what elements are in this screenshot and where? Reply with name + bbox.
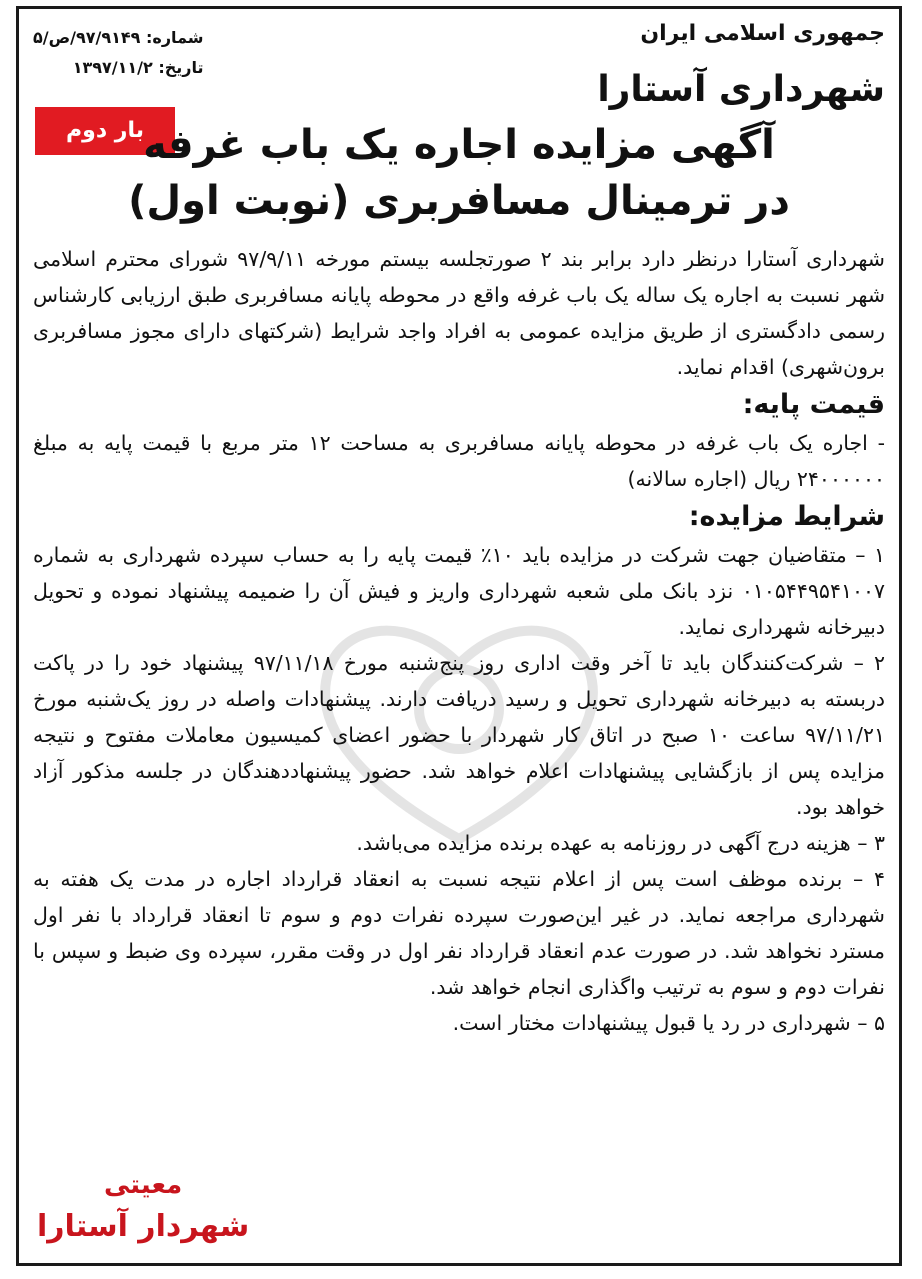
second-publication-badge: بار دوم <box>35 107 175 155</box>
conditions-heading: شرایط مزایده: <box>688 501 885 532</box>
base-price-text: - اجاره یک باب غرفه در محوطه پایانه مسافربری به مساحت ۱۲ متر مربع با قیمت پایه به مبلغ ۲۴۰۰۰۰۰۰ ریال (اجاره سالانه) <box>33 431 885 491</box>
reference-number <box>33 23 204 53</box>
base-price-heading: قیمت پایه: <box>742 389 885 420</box>
intro-paragraph: شهرداری آستارا درنظر دارد برابر بند ۲ صورتجلسه بیستم مورخه ۹۷/۹/۱۱ شورای محترم اسلامی شهر نسبت به اجاره یک ساله یک باب غرفه واقع در محوطه پایانه مسافربری طبق ارزیابی کارشناس رسمی دادگستری از طریق مزایده عمومی به افراد واجد شرایط (شرکتهای دارای مجوز مسافربری برون‌شهری) اقدام نماید. <box>33 247 885 379</box>
reference-block <box>33 23 204 83</box>
condition-item-3: ۳ – هزینه درج آگهی در روزنامه به عهده برنده مزایده می‌باشد. <box>356 831 885 855</box>
date-label: تاریخ: <box>158 58 204 77</box>
condition-item-2: ۲ – شرکت‌کنندگان باید تا آخر وقت اداری روز پنج‌شنبه مورخ ۹۷/۱۱/۱۸ پیشنهاد خود را در پاکت دربسته به دبیرخانه شهرداری تحویل و رسید دریافت دارند. پیشنهادات واصله در روز یک‌شنبه مورخ ۹۷/۱۱/۲۱ ساعت ۱۰ صبح در اتاق کار شهردار با حضور اعضای کمیسیون معاملات مفتوح و نتیجه مزایده پس از بازگشایی پیشنهادات اعلام خواهد شد. حضور پیشنهاددهندگان در جلسه مذکور آزاد خواهد بود. <box>33 651 885 819</box>
notice-body <box>33 241 885 1041</box>
municipality-name: شهرداری آستارا <box>597 69 885 110</box>
title-line-2: در ترمینال مسافربری (نوبت اول) <box>128 178 790 224</box>
signatory-role: شهردار آستارا <box>37 1209 250 1244</box>
number-label: شماره: <box>146 28 204 47</box>
number-value: ۹۷/۹۱۴۹/ص/۵ <box>33 28 141 47</box>
signature-block <box>37 1165 249 1249</box>
condition-item-1: ۱ – متقاضیان جهت شرکت در مزایده باید ۱۰٪ قیمت پایه را به حساب سپرده شهرداری به شماره ۰۱۰۵۴۴۹۵۴۱۰۰۷ نزد بانک ملی شعبه شهرداری واریز و فیش آن را ضمیمه پیشنهاد نموده و تحویل دبیرخانه شهرداری نماید. <box>33 543 885 639</box>
date-value: ۱۳۹۷/۱۱/۲ <box>72 58 153 77</box>
notice-header <box>19 9 899 234</box>
notice-title <box>19 117 899 229</box>
condition-item-4: ۴ – برنده موظف است پس از اعلام نتیجه نسبت به انعقاد قرارداد اجاره در مدت یک هفته به شهرداری مراجعه نماید. در غیر این‌صورت سپرده نفرات دوم و سوم تا انعقاد قرارداد با نفر اول مسترد نخواهد شد. در صورت عدم انعقاد قرارداد نفر اول در وقت مقرر، سپرده وی ضبط و سپس با نفرات دوم و سوم به ترتیب واگذاری انجام خواهد شد. <box>33 867 885 999</box>
title-line-1: آگهی مزایده اجاره یک باب غرفه <box>143 122 775 168</box>
issuer-line: جمهوری اسلامی ایران <box>640 21 885 46</box>
condition-item-5: ۵ – شهرداری در رد یا قبول پیشنهادات مختار است. <box>452 1011 885 1035</box>
signatory-name: معیتی <box>103 1170 183 1200</box>
notice-frame <box>16 6 902 1266</box>
reference-date <box>33 53 204 83</box>
